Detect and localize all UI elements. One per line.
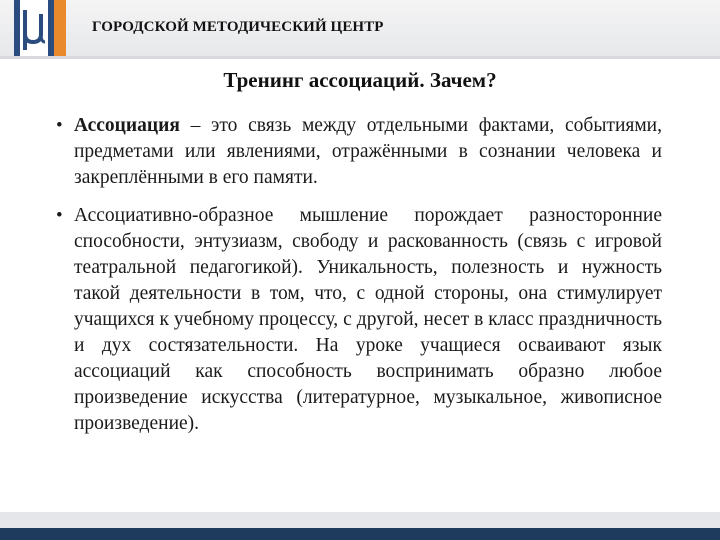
footer-band-dark (0, 528, 720, 540)
bullet-text: – это связь между отдельными фактами, событиями, предметами или явлениями, отражёнными в сознании человека и закреплёнными в его памяти. (74, 115, 662, 188)
organization-name: ГОРОДСКОЙ МЕТОДИЧЕСКИЙ ЦЕНТР (92, 19, 384, 35)
bullet-dot: • (56, 205, 63, 226)
bullet-term: Ассоциация (74, 115, 180, 136)
mu-letter-logo-icon (4, 0, 68, 56)
bullet-item-associative-thinking (54, 203, 662, 437)
slide-title: Тренинг ассоциаций. Зачем? (223, 68, 497, 92)
bullet-text: Ассоциативно-образное мышление порождает разносторонние способности, энтузиазм, свободу и раскованность (связь с игровой театральной педагогикой). Уникальность, полезность и нужность такой деятельности в том, что, с одной стороны, она стимулирует учащихся к учебному процессу, с другой, несет в класс праздничность и дух состязательности. На уроке учащиеся осваивают язык ассоциаций как способность воспринимать образно любое произведение искусства (литературное, музыкальное, живописное произведение). (74, 205, 662, 434)
header-divider (0, 56, 720, 59)
bullet-item-association-definition (54, 113, 662, 191)
bullet-dot: • (56, 115, 63, 136)
bullet-list (54, 113, 662, 449)
footer-band-light (0, 512, 720, 528)
